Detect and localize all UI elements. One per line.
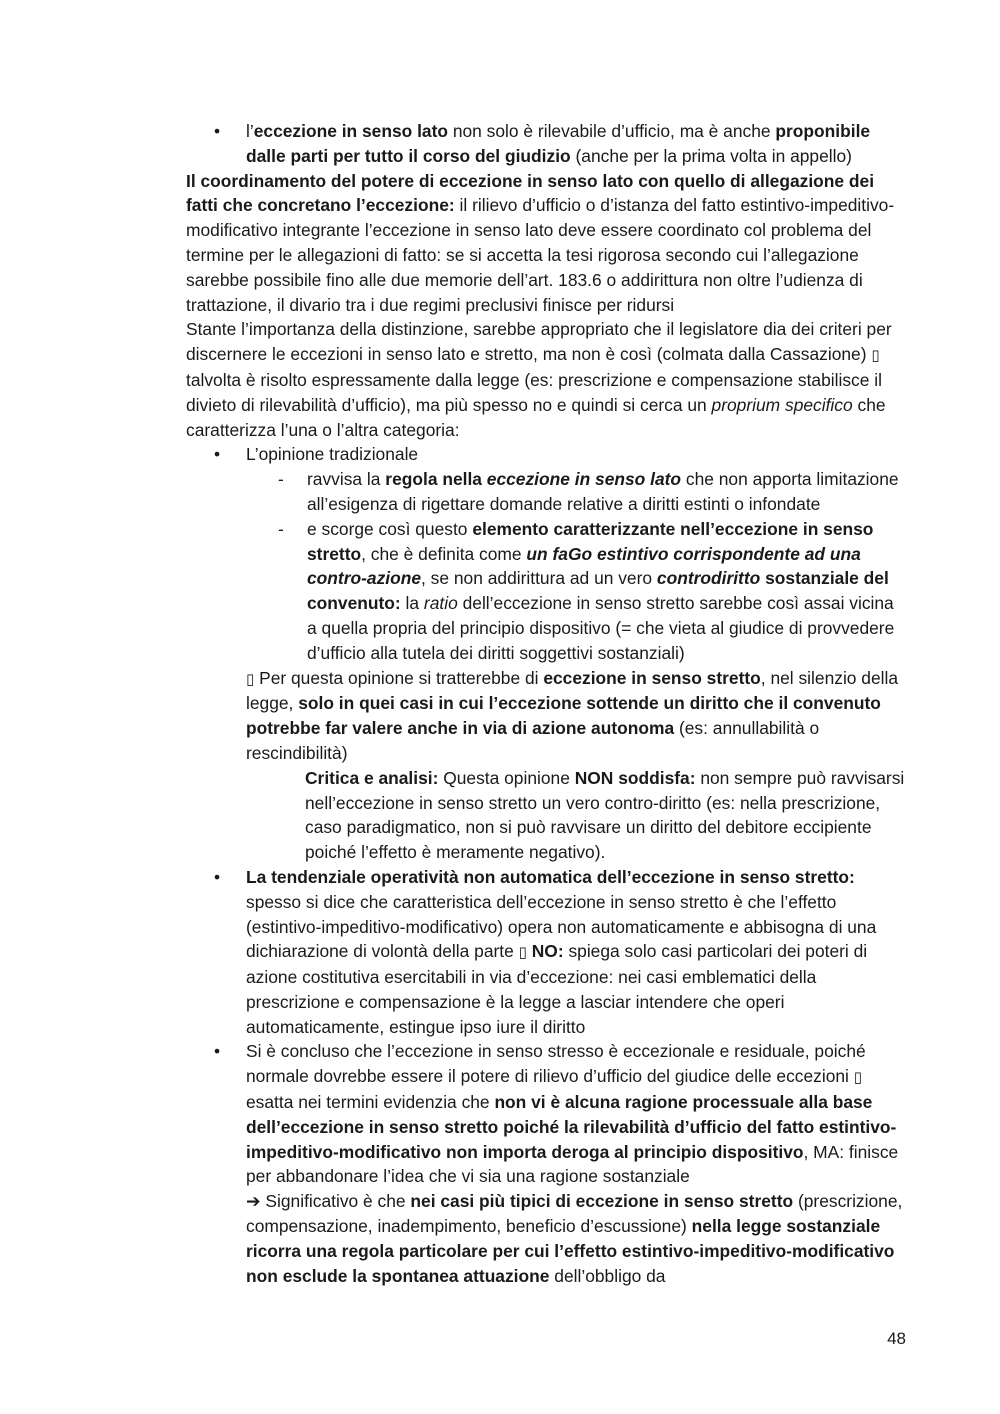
bold-run: eccezione in senso lato [253, 121, 448, 141]
bullet-marker: • [214, 866, 221, 887]
text-run: Significativo è che [260, 1191, 411, 1212]
text-run: , se non addirittura ad un vero [421, 568, 657, 589]
bold-run: La tendenziale operatività non automatica dell’eccezione in senso stretto: [246, 866, 855, 887]
text-run: Si è concluso che l’eccezione in senso stresso è eccezionale e residuale, poiché normale dovrebbe essere il potere di rilievo d’ufficio del giudice delle eccezioni [246, 1041, 866, 1087]
bullet-marker: • [214, 121, 221, 141]
bullet-eccezione-lato [186, 119, 908, 169]
document-body [186, 119, 908, 1288]
text-run: Per questa opinione si tratterebbe di [254, 667, 544, 688]
text-run: non solo è rilevabile d’ufficio, ma è anche [448, 121, 776, 141]
text-run: dell’eccezione in senso stretto sarebbe così assai vicina a quella propria del principio dispositivo (= che vieta al giudice di provvedere d’ufficio alla tutela dei diritti soggettivi sostanziali) [307, 593, 895, 663]
missing-glyph-icon: ▯ [853, 1068, 862, 1087]
text-run: spiega solo casi particolari dei poteri di azione costitutiva esercitabili in via d’eccezione: nei casi emblematici della prescrizione e compensazione è la legge a lasciar intendere che operi automaticamente, estingue ipso iure il diritto [246, 941, 868, 1037]
paragraph-opinione-conclusione [186, 666, 908, 766]
bold-italic-run: controdiritto [656, 568, 761, 589]
dash-item-regola [186, 467, 908, 517]
text-run: l’ [246, 121, 254, 141]
bullet-opinione-tradizionale [186, 442, 908, 467]
dash-marker: - [278, 518, 284, 539]
bold-run: regola nella [385, 469, 487, 490]
text-run: il rilievo d’ufficio o d’istanza del fatto estintivo-impeditivo-modificativo integrante l’eccezione in senso lato deve essere coordinato col problema del termine per le allegazioni di fatto: se si accetta la tesi rigorosa secondo cui l’allegazione sarebbe possibile fino alle due memorie dell’art. 183.6 o addirittura non oltre l’udienza di trattazione, il divario tra i due regimi preclusivi finisce per ridursi [186, 195, 895, 315]
bold-run: Critica e analisi: [305, 767, 439, 788]
text-run: ravvisa la [307, 469, 386, 490]
bullet-operativita [186, 865, 908, 1040]
paragraph-critica [186, 766, 908, 865]
text-run: Stante l’importanza della distinzione, sarebbe appropriato che il legislatore dia dei criteri per discernere le eccezioni in senso lato e stretto, ma non è così (colmata dalla Cassazione) [186, 319, 892, 365]
paragraph-distinzione [186, 317, 908, 442]
text-run: spesso si dice che caratteristica dell’eccezione in senso stretto è che l’effetto (estintivo-impeditivo-modificativo) opera non automaticamente e abbisogna di una dichiarazione di volontà della parte [246, 891, 877, 962]
bullet-conclusione [186, 1039, 908, 1288]
bullet-marker: • [214, 444, 221, 465]
missing-glyph-icon: ▯ [246, 669, 255, 688]
bold-italic-run: eccezione in senso lato [486, 469, 682, 490]
bold-run: Il coordinamento del potere di eccezione in senso lato con quello di allegazione dei fatti che concretano l’eccezione: [186, 170, 875, 216]
text-run: che non apporta limitazione all’esigenza di rigettare domande relative a diritti estinti o infondate [307, 469, 899, 514]
text-run: , nel silenzio della legge, [246, 667, 899, 714]
text-run: esatta nei termini evidenzia che [246, 1092, 495, 1113]
missing-glyph-icon: ▯ [871, 346, 880, 365]
dash-marker: - [278, 469, 284, 490]
text-run: Questa opinione [438, 767, 575, 788]
text-run: , che è definita come [361, 543, 527, 564]
bold-run: proponibile dalle parti per tutto il corso del giudizio [246, 121, 871, 166]
text-run: non sempre può ravvisarsi nell’eccezione in senso stretto un vero contro-diritto (es: nella prescrizione, caso paradigmatico, non si può ravvisare un diritto del debitore eccipiente poiché l’effetto è meramente negativo). [305, 767, 905, 863]
bold-run: solo in quei casi in cui l’eccezione sottende un diritto che il convenuto potrebbe far valere anche in via di azione autonoma [246, 693, 881, 739]
bold-run: nei casi più tipici di eccezione in senso stretto [410, 1191, 794, 1212]
text-run: e scorge così questo [307, 518, 473, 539]
text-run: , MA: finisce per abbandonare l’idea che vi sia una ragione sostanziale [246, 1141, 899, 1187]
italic-run: proprium specifico [711, 394, 853, 415]
text-run: che caratterizza l’una o l’altra categoria: [186, 394, 886, 440]
text-run: (prescrizione, compensazione, inadempimento, beneficio d’escussione) [246, 1191, 903, 1237]
italic-run: ratio [423, 593, 458, 614]
bold-run: NON soddisfa: [574, 767, 696, 788]
bold-run: sostanziale del convenuto: [307, 568, 889, 614]
text-run: L’opinione tradizionale [246, 444, 419, 465]
page-number: 48 [887, 1329, 906, 1348]
bold-run: eccezione in senso stretto [543, 667, 761, 688]
paragraph-coordinamento [186, 169, 908, 318]
bold-italic-run: un faGo estintivo corrispondente ad una contro-azione [307, 543, 861, 589]
text-run: talvolta è risolto espressamente dalla legge (es: prescrizione e compensazione stabilisce il divieto di rilevabilità d’ufficio), ma più spesso no e quindi si cerca un [186, 369, 882, 415]
bold-run: nella legge sostanziale ricorra una regola particolare per cui l’effetto estintivo-impeditivo-modificativo non esclude la spontanea attuazione [246, 1216, 895, 1286]
bold-run: non vi è alcuna ragione processuale alla base dell’eccezione in senso stretto poiché la rilevabilità d’ufficio del fatto estintivo-impeditivo-modificativo non importa deroga al principio dispositivo [246, 1092, 897, 1162]
bullet-marker: • [214, 1041, 221, 1062]
arrow-icon: ➔ [246, 1191, 261, 1212]
text-run: la [400, 593, 424, 614]
text-run: (es: annullabilità o rescindibilità) [246, 718, 820, 763]
text-run: dell’obbligo da [549, 1265, 666, 1286]
missing-glyph-icon: ▯ [518, 943, 527, 962]
text-run: (anche per la prima volta in appello) [570, 145, 852, 166]
dash-item-elemento [186, 517, 908, 666]
bold-run: elemento caratterizzante nell’eccezione in senso stretto [307, 518, 874, 564]
bold-run: NO: [526, 941, 564, 962]
